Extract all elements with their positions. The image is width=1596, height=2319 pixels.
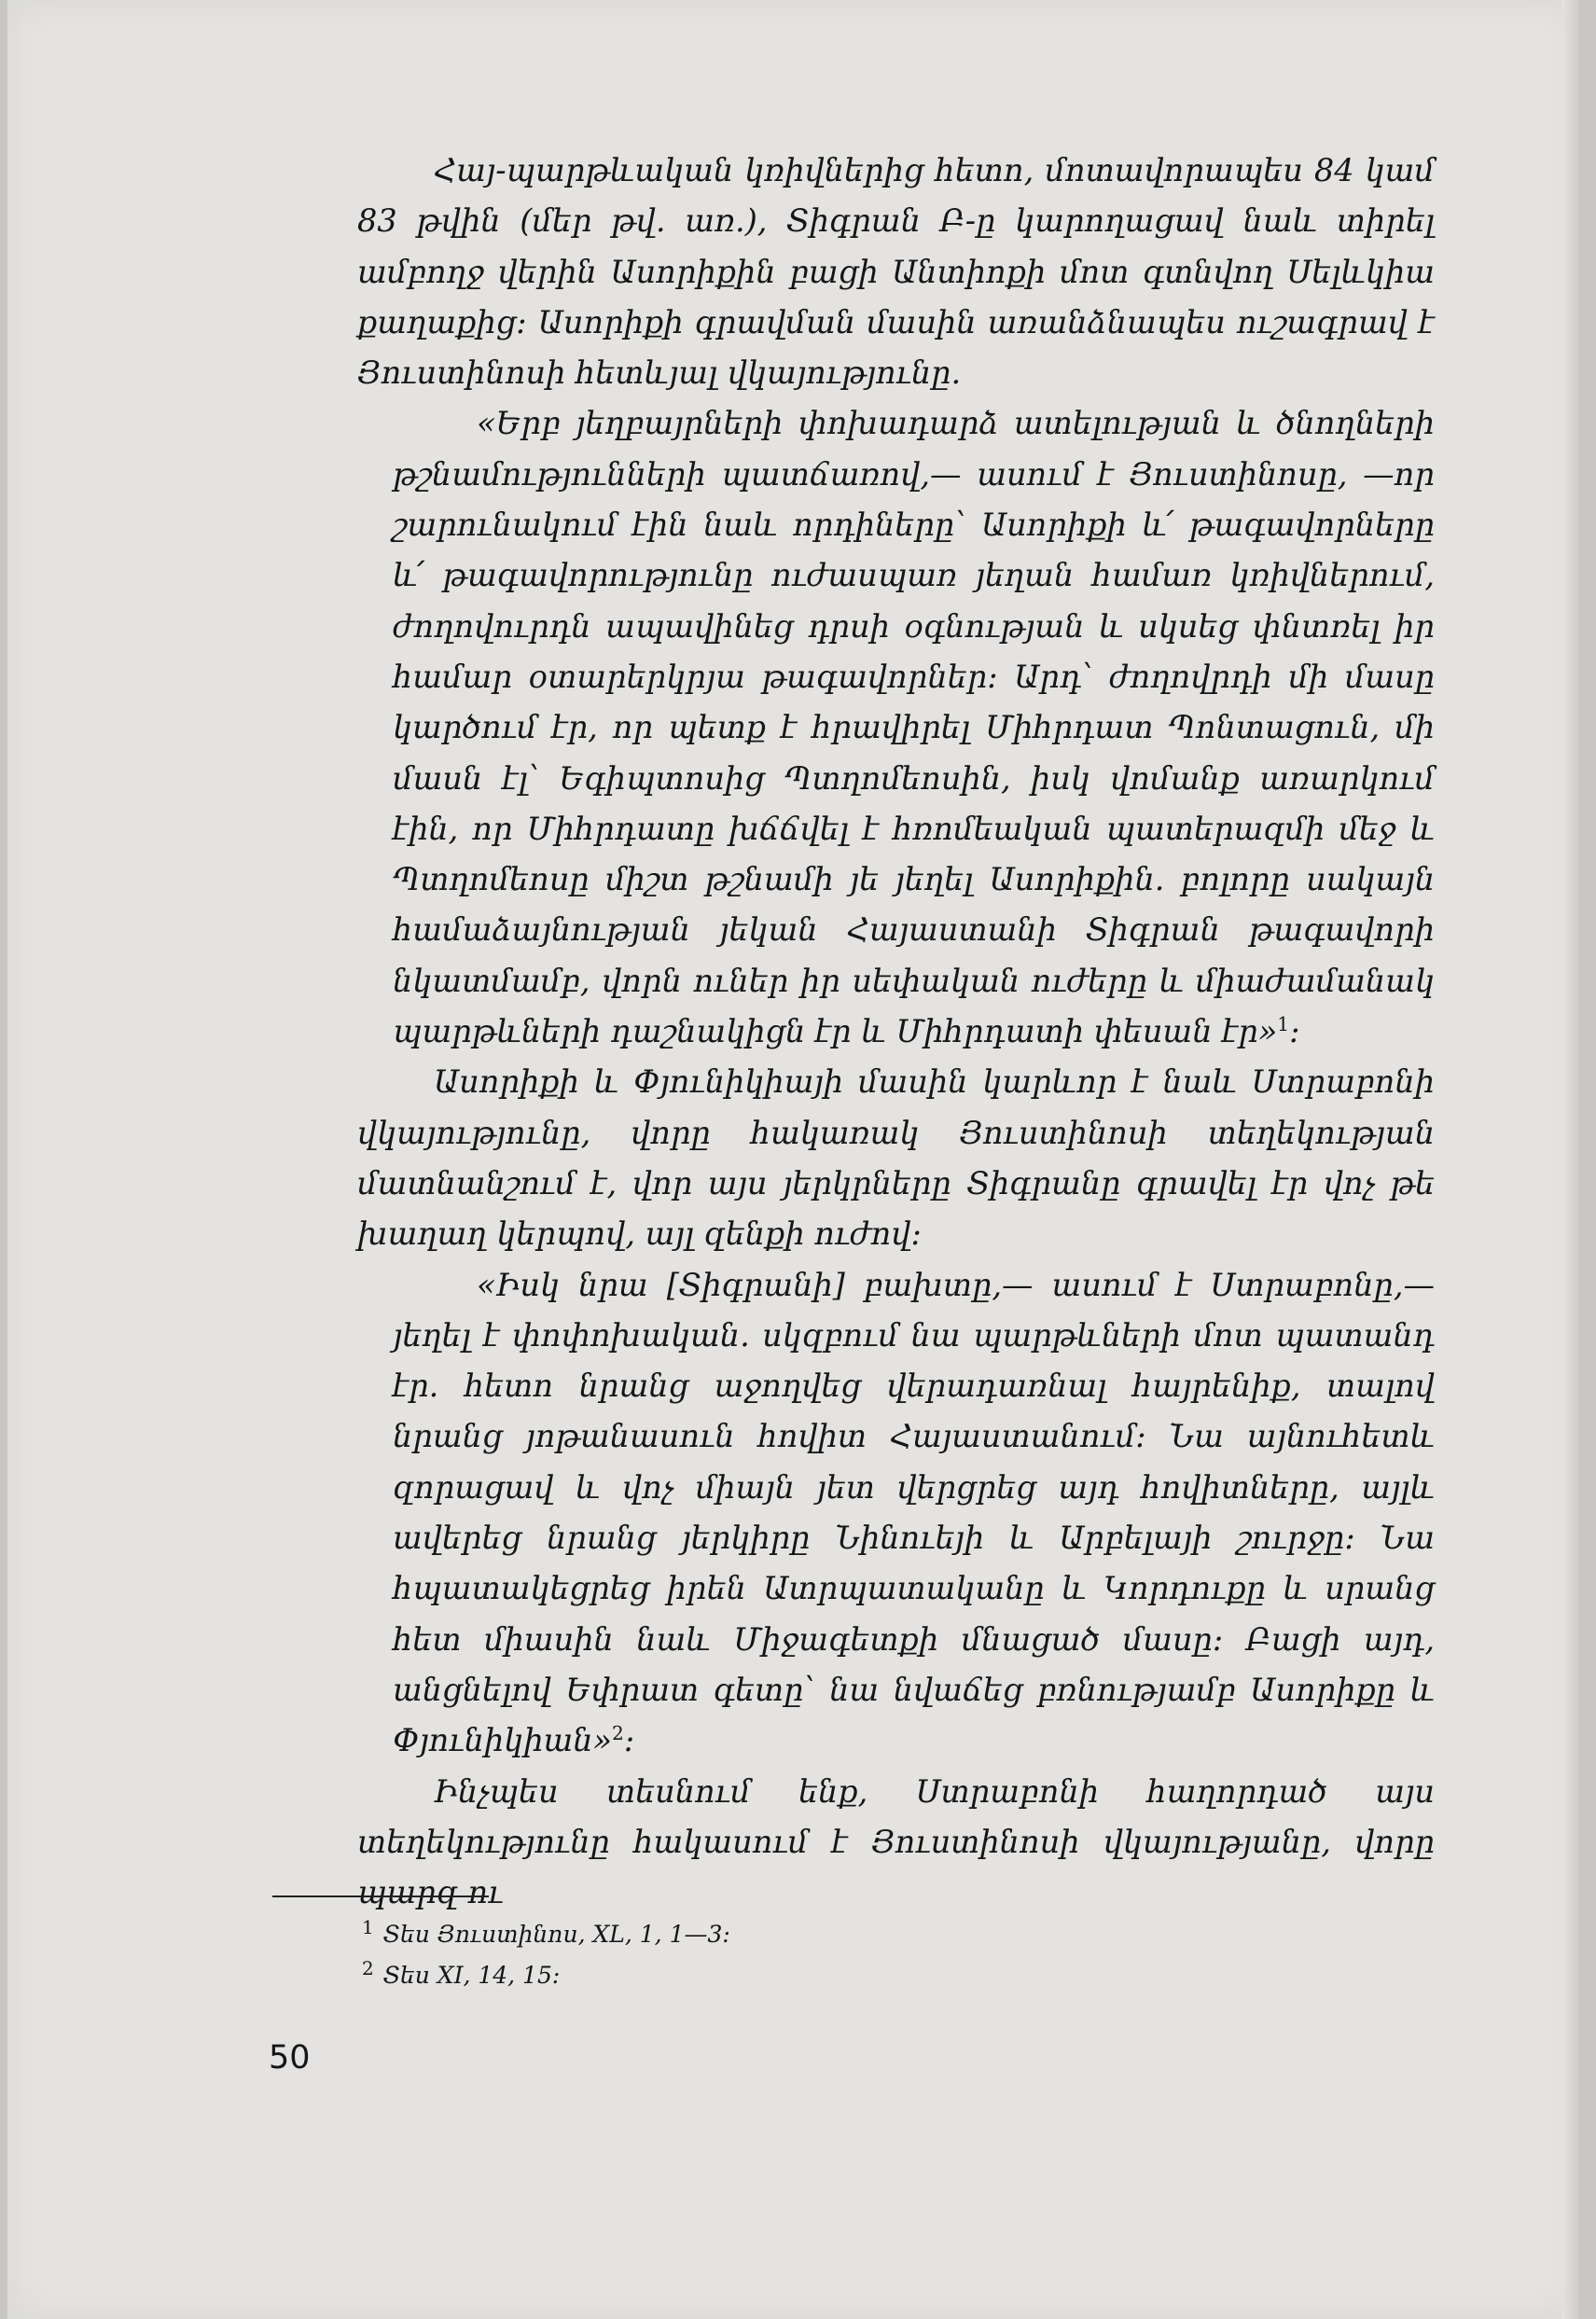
footnote (362, 1955, 1201, 1996)
paragraph: Ինչպես տեսնում ենք, Ստրաբոնի հաղորդած այս տեղեկությունը հակասում է Յուստինոսի վկայությանը, վորը պարզ ու (357, 1772, 1435, 1911)
footnote-text: Տես XI, 14, 15։ (382, 1962, 561, 1989)
quote-text: «Երբ յեղբայրների փոխադարձ ատելության և ծնողների թշնամությունների պատճառով,— ասում է Յուստինոսը, —որ շարունակում էին նաև որդիները՝ Ասորիքի և՛ թագավորները և՛ թագավորությունը ուժասպառ յեղան համառ կռիվներում, ժողովուրդն ապավինեց դրսի օգնության և սկսեց փնտռել իր համար օտարերկրյա թագավորներ։ Արդ՝ ժողովրդի մի մասը կարծում էր, որ պետք է հրավիրել Միհրդատ Պոնտացուն, մի մասն էլ՝ Եգիպտոսից Պտղոմեոսին, իսկ վոմանք առարկում էին, որ Միհրդատը խճճվել է հռոմեական պատերազմի մեջ և Պտղոմեոսը միշտ թշնամի յե յեղել Ասորիքին. բոլորը սակայն համաձայնության յեկան Հայաստանի Տիգրան թագավորի նկատմամբ, վորն ուներ իր սեփական ուժերը և միաժամանակ պարթևների դաշնակիցն էր և Միհրդատի փեսան էր» (393, 405, 1435, 1050)
footnote-ref[interactable]: 2 (612, 1722, 624, 1745)
punctuation: ։ (1289, 1013, 1300, 1050)
body-text (357, 146, 1435, 1918)
paragraph: Ասորիքի և Փյունիկիայի մասին կարևոր է նաև Ստրաբոնի վկայությունը, վորը հակառակ Յուստինոսի տեղեկության մատնանշում է, վոր այս յերկրները Տիգրանը գրավել էր վոչ թե խաղաղ կերպով, այլ զենքի ուժով։ (357, 1063, 1435, 1253)
block-quote (393, 398, 1435, 1057)
footnote-number: 1 (362, 1915, 374, 1938)
page (7, 0, 1578, 2319)
paragraph: Հայ-պարթևական կռիվներից հետո, մոտավորապես 84 կամ 83 թվին (մեր թվ. առ.), Տիգրան Բ-ը կարողացավ նաև տիրել ամբողջ վերին Ասորիքին բացի Անտիոքի մոտ գտնվող Սելևկիա քաղաքից։ Ասորիքի գրավման մասին առանձնապես ուշագրավ է Յուստինոսի հետևյալ վկայությունը. (357, 152, 1435, 392)
block-quote (393, 1260, 1435, 1767)
page-number: 50 (269, 2039, 311, 2076)
punctuation: ։ (623, 1722, 635, 1759)
footnote-divider (272, 1895, 489, 1897)
quote-text: «Իսկ նրա [Տիգրանի] բախտը,— ասում է Ստրաբոնը,— յեղել է փոփոխական. սկզբում նա պարթևների մոտ պատանդ էր. հետո նրանց աջողվեց վերադառնալ հայրենիք, տալով նրանց յոթանասուն հովիտ Հայաստանում։ Նա այնուհետև զորացավ և վոչ միայն յետ վերցրեց այդ հովիտները, այլև ավերեց նրանց յերկիրը Նինուեյի և Արբելայի շուրջը։ Նա հպատակեցրեց իրեն Ատրպատականը և Կորդուքը և սրանց հետ միասին նաև Միջագետքի մնացած մասը։ Բացի այդ, անցնելով Եփրատ գետը՝ նա նվաճեց բռնությամբ Ասորիքը և Փյունիկիան» (393, 1266, 1435, 1759)
footnote (362, 1914, 1201, 1955)
footnote-number: 2 (362, 1956, 374, 1979)
footnote-ref[interactable]: 1 (1277, 1012, 1290, 1035)
footnotes (362, 1914, 1201, 1996)
footnote-text: Տես Յուստինոս, XL, 1, 1—3։ (382, 1921, 730, 1948)
